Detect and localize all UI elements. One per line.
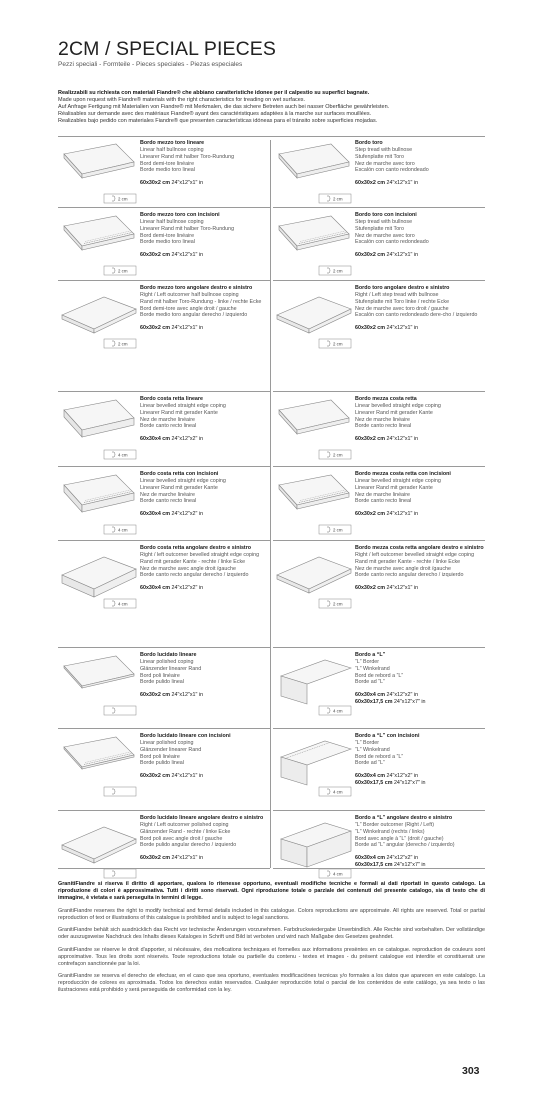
product-dimensions: [355, 699, 487, 706]
row-divider: [58, 868, 270, 869]
footer-it: GranitiFiandre si riserva il diritto di apportare, qualora lo ritenesse opportuno, eventuali modifiche tecniche e formali ai dati riportati in questo catalogo. La riproduzione di colori è approssimativa. Tutti i diritti sono riservati. Ogni riproduzione totale o parziale dei contenuti del presente catalogo, sia di testo che di immagine, è vietata e sarà perseguita in termini di legge.: [58, 881, 485, 901]
product-description-line: Bord poli linéaire: [140, 672, 180, 679]
page-number: 303: [462, 1065, 480, 1077]
product-thumbnail: [273, 140, 353, 210]
dimension-cm: 60x30x4 cm: [355, 855, 386, 862]
piece-drawing: [58, 545, 138, 615]
product-description-line: Bord poli linéaire: [140, 753, 180, 760]
product-text: [355, 545, 487, 592]
dimension-inch: 24"x12"x2" in: [386, 773, 419, 780]
product-text: [140, 471, 272, 518]
product-item: [273, 285, 487, 359]
product-thumbnail: [58, 733, 138, 803]
product-thumbnail: [58, 285, 138, 355]
product-title: Bordo toro: [355, 140, 383, 146]
product-text: [355, 471, 487, 518]
piece-drawing: [273, 545, 353, 615]
product-title: Bordo mezzo toro angolare destro e sinistro: [140, 285, 253, 291]
product-description-line: Borde canto recto lineal: [355, 498, 412, 505]
product-description-line: Linearer Rand mit gerader Kante: [355, 484, 433, 491]
product-description-line: Stufenplatte mit Toro linke / rechte Ecke: [355, 298, 450, 305]
intro-text: [58, 90, 488, 125]
dimension-cm: 60x30x2 cm: [355, 325, 386, 332]
product-text: [140, 140, 272, 187]
product-text: [355, 733, 487, 787]
product-description-line: Borde medio toro lineal: [140, 239, 195, 246]
piece-drawing: [58, 471, 138, 541]
dimension-label: 4 cm: [118, 601, 128, 607]
dimension-inch: 24"x12"x1" in: [171, 180, 204, 187]
product-thumbnail: [58, 396, 138, 466]
product-item: [273, 471, 487, 545]
product-description-line: Glänzender linearer Rand: [140, 746, 202, 753]
product-dimensions: [140, 692, 272, 699]
dimension-inch: 24"x12"x1" in: [171, 773, 204, 780]
dimension-inch: 24"x12"x1" in: [386, 325, 419, 332]
dimension-inch: 24"x12"x1" in: [386, 585, 419, 592]
dimension-label: 4 cm: [333, 789, 343, 795]
product-text: [355, 140, 487, 187]
piece-drawing: [273, 733, 353, 803]
piece-drawing: [273, 396, 353, 466]
product-description-line: Borde medio toro lineal: [140, 167, 195, 174]
dimension-label: 4 cm: [118, 452, 128, 458]
product-description-line: Step tread with bullnose: [355, 146, 413, 153]
product-description-line: Borde medio toro angular derecho / izquierdo: [140, 312, 248, 319]
dimension-cm: 60x30x4 cm: [140, 511, 171, 518]
product-text: [140, 545, 272, 592]
dimension-label: 2 cm: [333, 268, 343, 274]
product-description-line: Bord de rebord a “L”: [355, 672, 404, 679]
product-title: Bordo mezza costa retta con incisioni: [355, 471, 451, 477]
dimension-label: 2 cm: [333, 341, 343, 347]
product-description-line: Right / Left step tread with bullnose: [355, 291, 439, 298]
grid-top-rule: [58, 136, 485, 137]
product-item: [58, 471, 272, 545]
piece-drawing: [58, 652, 138, 722]
dimension-cm: 60x30x17,5 cm: [355, 780, 393, 787]
product-description-line: Bord poli avec angle droit / gauche: [140, 835, 223, 842]
product-dimensions: [355, 585, 487, 592]
product-item: [273, 733, 487, 807]
product-text: [355, 652, 487, 706]
dimension-cm: 60x30x2 cm: [355, 180, 386, 187]
row-divider: [273, 868, 485, 869]
product-description-line: Escalón con canto redondeado: [355, 239, 429, 246]
product-title: Bordo costa retta angolare destro e sinistro: [140, 545, 252, 551]
row-divider: [58, 391, 270, 392]
dimension-label: 2 cm: [333, 601, 343, 607]
dimension-label: 4 cm: [333, 871, 343, 877]
piece-drawing: [273, 140, 353, 210]
piece-drawing: [58, 396, 138, 466]
product-text: [355, 212, 487, 259]
product-thumbnail: [273, 545, 353, 615]
product-item: [273, 396, 487, 470]
intro-line-de: Auf Anfrage Fertigung mit Materialien von Fiandre® mit Merkmalen, die das sichere Betreten auch bei nasser Oberfläche gewährleisten.: [58, 104, 390, 111]
product-thumbnail: [273, 471, 353, 541]
product-thumbnail: [273, 212, 353, 282]
dimension-cm: 60x30x2 cm: [355, 511, 386, 518]
product-description-line: Borde pulido angular derecho / izquierdo: [140, 842, 237, 849]
product-description-line: Bord avec angle à “L” (droit / gauche): [355, 835, 444, 842]
product-description-line: Borde ad “L”: [355, 679, 385, 686]
piece-drawing: [58, 815, 138, 885]
dimension-inch: 24"x12"x1" in: [171, 252, 204, 259]
product-thumbnail: [58, 471, 138, 541]
product-title: Bordo mezzo toro lineare: [140, 140, 205, 146]
dimension-cm: 60x30x4 cm: [355, 773, 386, 780]
row-divider: [58, 207, 270, 208]
dimension-inch: 24"x12"x1" in: [386, 511, 419, 518]
product-title: Bordo mezza costa retta angolare destro e sinistro: [355, 545, 484, 551]
product-description-line: Right / Left outcorner polished coping: [140, 821, 229, 828]
product-description-line: Nez de marche linéaire: [355, 491, 410, 498]
product-dimensions: [140, 585, 272, 592]
product-description-line: Nez de marche avec toro droit / gauche: [355, 305, 449, 312]
product-thumbnail: [58, 652, 138, 722]
product-title: Bordo costa retta con incisioni: [140, 471, 219, 477]
legal-footer: [58, 881, 485, 1000]
product-description-line: “L” Border: [355, 658, 380, 665]
dimension-label: 2 cm: [118, 196, 128, 202]
product-item: [273, 815, 487, 889]
product-description-line: Glänzender Rand - rechte / linke Ecke: [140, 828, 231, 835]
row-divider: [273, 280, 485, 281]
dimension-cm: 60x30x4 cm: [140, 585, 171, 592]
product-dimensions: [140, 436, 272, 443]
footer-fr: GranitiFiandre se réserve le droit d'apporter, si nécéssaire, des mofications techniques et formelles aux informations presèntes en ce catalogue. reproduction de couleurs sont approximative. Tous les droits sont réservés. Toute reproductions totale ou partielle du contenu - textes et images - du présent catalogue est interdite et constituerait une contrefaçon sanctionnée par la loi.: [58, 946, 485, 967]
product-description-line: Linear bevelled straight edge coping: [355, 402, 441, 409]
product-dimensions: [355, 511, 487, 518]
dimension-cm: 60x30x17,5 cm: [355, 699, 393, 706]
piece-drawing: [273, 212, 353, 282]
product-thumbnail: [58, 212, 138, 282]
intro-bold: Realizzabili su richiesta con materiali Fiandre® che abbiano caratteristiche idonee per il calpestio su superfici bagnate.: [58, 90, 370, 96]
product-description-line: Linearer Rand mit halber Toro-Rundung: [140, 225, 235, 232]
product-item: [273, 140, 487, 214]
product-description-line: Borde pulido lineal: [140, 679, 184, 686]
product-item: [58, 285, 272, 359]
dimension-inch: 24"x12"x2" in: [171, 511, 204, 518]
dimension-inch: 24"x12"x1" in: [386, 180, 419, 187]
product-description-line: Nez de marche avec toro: [355, 160, 415, 167]
dimension-cm: 60x30x17,5 cm: [355, 862, 393, 869]
footer-es: GranitiFiandre se reserva el derecho de efectuar, en el caso que sea oportuno, eventuales modificaciónes tecnicas y/o formales a los datos que aparecen en este catalogo. La reproducción de colores es aproximada. Todos los derechos están reservados. Cualquier reproducción total o parcial de los contenidos de este catálogo, ya sea texto o las ilustraciones está prohibido y será perseguida de conformidad con la ley.: [58, 973, 485, 993]
product-description-line: Nez de marche avec angle droit /gauche: [140, 565, 236, 572]
intro-line-fr: Réalisables sur demande avec des matériaux Fiandre® ayant des caractéristiques adaptées à la marche sur surfaces mouillées.: [58, 111, 372, 118]
product-description-line: Nez de marche linéaire: [140, 416, 195, 423]
product-thumbnail: [58, 140, 138, 210]
product-description-line: Escalón con canto redondeado: [355, 167, 429, 174]
dimension-inch: 24"x12"x1" in: [171, 325, 204, 332]
product-description-line: Escalón con canto redondeado dere-cho / izquierdo: [355, 312, 478, 319]
product-description-line: Linear polished coping: [140, 739, 194, 746]
product-thumbnail: [273, 285, 353, 355]
product-description-line: Right / Left outcorner half bullnose coping: [140, 291, 239, 298]
row-divider: [58, 647, 270, 648]
dimension-cm: 60x30x4 cm: [140, 436, 171, 443]
dimension-inch: 24"x12"x2" in: [171, 585, 204, 592]
row-divider: [58, 728, 270, 729]
product-description-line: Bord demi-tore linéaire: [140, 160, 195, 167]
dimension-cm: 60x30x2 cm: [140, 180, 171, 187]
product-text: [355, 396, 487, 443]
dimension-inch: 24"x12"x1" in: [171, 692, 204, 699]
dimension-cm: 60x30x2 cm: [355, 252, 386, 259]
product-description-line: Linear half bullnose coping: [140, 218, 204, 225]
product-title: Bordo lucidato lineare con incisioni: [140, 733, 231, 739]
dimension-label: 2 cm: [333, 452, 343, 458]
product-description-line: Linearer Rand mit gerader Kante: [140, 409, 218, 416]
row-divider: [58, 540, 270, 541]
product-dimensions: [140, 180, 272, 187]
piece-drawing: [58, 285, 138, 355]
row-divider: [273, 540, 485, 541]
product-item: [273, 652, 487, 726]
product-description-line: Borde canto recto lineal: [140, 423, 197, 430]
product-dimensions: [355, 180, 487, 187]
product-description-line: “L” Winkelrand: [355, 746, 390, 753]
row-divider: [273, 391, 485, 392]
product-item: [58, 140, 272, 214]
piece-drawing: [58, 140, 138, 210]
product-title: Bordo toro con incisioni: [355, 212, 417, 218]
dimension-inch: 24"x12"x7" in: [393, 862, 426, 869]
product-dimensions: [355, 692, 487, 699]
product-description-line: Rand mit gerader Kante - rechte / linke Ecke: [355, 558, 461, 565]
product-thumbnail: [273, 396, 353, 466]
product-title: Bordo lucidato lineare: [140, 652, 197, 658]
product-title: Bordo a “L” con incisioni: [355, 733, 420, 739]
dimension-inch: 24"x12"x7" in: [393, 699, 426, 706]
dimension-label: 2 cm: [118, 268, 128, 274]
piece-drawing: [273, 815, 353, 885]
row-divider: [273, 810, 485, 811]
product-description-line: Borde canto recto angular derecho / izquierdo: [140, 572, 249, 579]
product-description-line: Borde pulido lineal: [140, 760, 184, 767]
piece-drawing: [58, 212, 138, 282]
product-text: [140, 285, 272, 332]
product-description-line: Borde canto recto angular derecho / izquierdo: [355, 572, 464, 579]
dimension-label: 2 cm: [333, 527, 343, 533]
product-dimensions: [355, 436, 487, 443]
row-divider: [273, 466, 485, 467]
dimension-inch: 24"x12"x7" in: [393, 780, 426, 787]
product-text: [140, 815, 272, 862]
dimension-cm: 60x30x2 cm: [355, 436, 386, 443]
product-description-line: Borde ad “L” angular (derecho / izquierdo): [355, 842, 455, 849]
dimension-inch: 24"x12"x2" in: [386, 692, 419, 699]
dimension-label: 4 cm: [118, 527, 128, 533]
product-dimensions: [355, 252, 487, 259]
product-thumbnail: [58, 545, 138, 615]
row-divider: [58, 810, 270, 811]
product-text: [140, 396, 272, 443]
dimension-cm: 60x30x2 cm: [355, 585, 386, 592]
product-text: [140, 652, 272, 699]
product-title: Bordo a “L”: [355, 652, 386, 658]
column-divider: [270, 140, 271, 868]
product-dimensions: [140, 325, 272, 332]
product-description-line: “L” Winkelrand (rechts / links): [355, 828, 425, 835]
product-item: [58, 733, 272, 807]
dimension-label: 2 cm: [333, 196, 343, 202]
product-dimensions: [140, 511, 272, 518]
product-description-line: Borde canto recto lineal: [140, 498, 197, 505]
product-dimensions: [140, 855, 272, 862]
dimension-cm: 60x30x2 cm: [140, 252, 171, 259]
piece-drawing: [58, 733, 138, 803]
product-description-line: Linear half bullnose coping: [140, 146, 204, 153]
dimension-inch: 24"x12"x1" in: [171, 855, 204, 862]
dimension-cm: 60x30x2 cm: [140, 773, 171, 780]
product-description-line: “L” Border outcorner (Right / Left): [355, 821, 435, 828]
row-divider: [273, 728, 485, 729]
product-description-line: Glänzender linearer Rand: [140, 665, 202, 672]
product-item: [58, 212, 272, 286]
product-title: Bordo mezza costa retta: [355, 396, 417, 402]
product-description-line: Linearer Rand mit gerader Kante: [355, 409, 433, 416]
row-divider: [58, 466, 270, 467]
product-description-line: “L” Border: [355, 739, 380, 746]
product-description-line: Rand mit gerader Kante - rechte / linke Ecke: [140, 558, 246, 565]
product-item: [273, 545, 487, 619]
product-description-line: Right / left outcorner bevelled straight edge coping: [355, 551, 475, 558]
product-dimensions: [355, 855, 487, 862]
product-item: [58, 396, 272, 470]
product-description-line: Borde canto recto lineal: [355, 423, 412, 430]
product-dimensions: [140, 252, 272, 259]
product-description-line: Borde ad “L”: [355, 760, 385, 767]
product-item: [273, 212, 487, 286]
product-description-line: Bord demi-tore linéaire: [140, 232, 195, 239]
product-description-line: Bord de rebord a “L”: [355, 753, 404, 760]
product-description-line: Linear bevelled straight edge coping: [355, 477, 441, 484]
product-description-line: Step tread with bullnose: [355, 218, 413, 225]
product-dimensions: [355, 780, 487, 787]
dimension-inch: 24"x12"x2" in: [171, 436, 204, 443]
product-description-line: Stufenplatte mit Toro: [355, 153, 404, 160]
dimension-inch: 24"x12"x1" in: [386, 436, 419, 443]
product-title: Bordo lucidato lineare angolare destro e sinistro: [140, 815, 264, 821]
dimension-cm: 60x30x4 cm: [355, 692, 386, 699]
product-text: [355, 815, 487, 869]
product-description-line: Linear polished coping: [140, 658, 194, 665]
page-subtitle: Pezzi speciali - Formteile - Pieces speciales - Piezas especiales: [58, 61, 243, 68]
piece-drawing: [273, 285, 353, 355]
product-dimensions: [140, 773, 272, 780]
page-title: 2CM / SPECIAL PIECES: [58, 38, 277, 60]
product-description-line: Right / left outcorner bevelled straight edge coping: [140, 551, 260, 558]
intro-line-es: Realizables bajo pedido con materiales Fiandre® que presenten características idóneas para el tránsito sobre superficies mojadas.: [58, 118, 378, 125]
product-description-line: Stufenplatte mit Toro: [355, 225, 404, 232]
dimension-inch: 24"x12"x1" in: [386, 252, 419, 259]
product-description-line: Linear bevelled straight edge coping: [140, 477, 226, 484]
piece-drawing: [273, 652, 353, 722]
row-divider: [58, 280, 270, 281]
product-description-line: Nez de marche avec toro: [355, 232, 415, 239]
product-description-line: Bord demi-tore avec angle droit / gauche: [140, 305, 237, 312]
dimension-cm: 60x30x2 cm: [140, 855, 171, 862]
product-dimensions: [355, 325, 487, 332]
row-divider: [273, 207, 485, 208]
product-thumbnail: [273, 815, 353, 885]
product-title: Bordo mezzo toro con incisioni: [140, 212, 220, 218]
product-description-line: “L” Winkelrand: [355, 665, 390, 672]
product-text: [355, 285, 487, 332]
product-thumbnail: [273, 652, 353, 722]
product-description-line: Nez de marche linéaire: [140, 491, 195, 498]
product-description-line: Nez de marche avec angle droit /gauche: [355, 565, 451, 572]
product-text: [140, 212, 272, 259]
product-description-line: Linear bevelled straight edge coping: [140, 402, 226, 409]
piece-drawing: [273, 471, 353, 541]
product-dimensions: [355, 773, 487, 780]
product-text: [140, 733, 272, 780]
dimension-cm: 60x30x2 cm: [140, 325, 171, 332]
product-description-line: Nez de marche linéaire: [355, 416, 410, 423]
intro-line-en: Made upon request with Fiandre® materials with the right characteristics for treading on wet surfaces.: [58, 97, 306, 104]
dimension-label: 2 cm: [118, 341, 128, 347]
row-divider: [273, 647, 485, 648]
footer-de: GranitiFiandre behält sich ausdrücklich das Recht vor technische Änderungen vorzunehmen. Farbdruckwiedergabe Unverbindlich. Alle Rechte sind vorbehalten. Der vollständige oder auszugsweise Nachdruck des Inhalts dieses Kataloges in Schrift und Bild ist verboten und wird nach Maßgabe des Gesetzes geahndet.: [58, 927, 485, 940]
dimension-cm: 60x30x2 cm: [140, 692, 171, 699]
product-description-line: Linearer Rand mit halber Toro-Rundung: [140, 153, 235, 160]
product-title: Bordo a “L” angolare destro e sinistro: [355, 815, 453, 821]
product-item: [58, 545, 272, 619]
dimension-inch: 24"x12"x2" in: [386, 855, 419, 862]
footer-en: GranitiFiandre reserves the right to modify technical and formal details included in this catalogue. Colors reproductions are approximate. All rights are reserved. Total or partial reproduction of text or illustrations of this catalogue is prohibited and is subject to legal sanctions.: [58, 907, 485, 921]
product-description-line: Linearer Rand mit gerader Kante: [140, 484, 218, 491]
product-item: [58, 652, 272, 726]
product-item: [58, 815, 272, 889]
product-thumbnail: [273, 733, 353, 803]
product-title: Bordo costa retta lineare: [140, 396, 203, 402]
product-description-line: Rand mit halber Toro-Rundung - linke / rechte Ecke: [140, 298, 262, 305]
product-thumbnail: [58, 815, 138, 885]
dimension-label: 4 cm: [333, 708, 343, 714]
product-title: Bordo toro angolare destro e sinistro: [355, 285, 450, 291]
